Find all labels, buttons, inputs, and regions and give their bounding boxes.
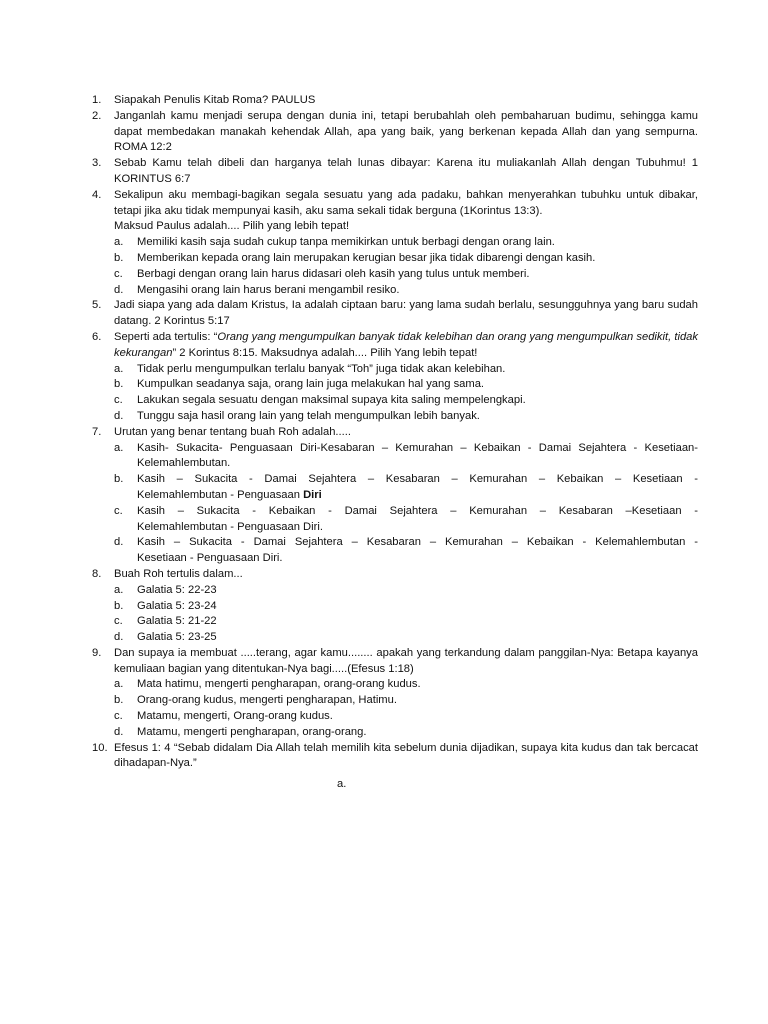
option-text: Matamu, mengerti pengharapan, orang-orang. [137, 725, 367, 738]
option-text: Galatia 5: 23-24 [137, 599, 217, 612]
trailing-option-letter: a. [337, 778, 347, 790]
option-letter: d. [114, 536, 124, 549]
option-letter: c. [114, 267, 123, 280]
option-text [137, 441, 698, 473]
question-3 [92, 156, 698, 188]
question-text: Jadi siapa yang ada dalam Kristus, Ia adalah ciptaan baru: yang lama sudah berlalu, sesungguhnya yang baru sudah datang. 2 Korintus 5:17 [114, 299, 698, 328]
option-text-line: Kesetiaan - Penguasaan Diri. [137, 552, 283, 565]
scripture-quote: Orang yang mengumpulkan banyak tidak kelebihan dan orang yang mengumpulkan sedikit, tidak kekurangan [114, 330, 699, 359]
answer-option-a [114, 583, 698, 599]
question-2 [92, 109, 698, 156]
option-text-line: Kelemahlembutan - Penguasaan Diri. [137, 520, 323, 533]
option-text-line-prefix: Kelemahlembutan - Penguasaan [137, 488, 304, 501]
option-letter: a. [114, 236, 124, 249]
question-text: Janganlah kamu menjadi serupa dengan dunia ini, tetapi berubahlah oleh pembaharuan budimu, sehingga kamu dapat membedakan manakah kehendak Allah, apa yang baik, yang berkenan kepada Allah dan yang sempurna. ROMA 12:2 [114, 109, 698, 154]
question-7 [92, 425, 698, 567]
answer-option-b [114, 251, 698, 267]
option-text: Lakukan segala sesuatu dengan maksimal supaya kita saling mempelengkapi. [137, 394, 526, 407]
question-text: Urutan yang benar tentang buah Roh adalah..... [114, 425, 351, 438]
question-text: Sekalipun aku membagi-bagikan segala sesuatu yang ada padaku, bahkan menyerahkan tubuhku untuk dibakar, tetapi jika aku tidak mempunyai kasih, aku sama sekali tidak berguna (1Korintus 13:3). [114, 188, 698, 217]
answer-option-a [114, 677, 698, 693]
question-number: 3. [92, 157, 102, 170]
option-letter: c. [114, 504, 123, 517]
question-text [114, 330, 698, 362]
answer-option-a [114, 362, 698, 378]
answer-option-d [114, 283, 698, 299]
question-text-prefix: Seperti ada tertulis: “ [114, 330, 218, 343]
question-text-suffix: ” 2 Korintus 8:15. Maksudnya adalah.... Pilih Yang lebih tepat! [172, 346, 478, 359]
answer-option-d [114, 409, 698, 425]
question-list [92, 93, 698, 772]
question-4 [92, 188, 698, 299]
answer-option-d [114, 630, 698, 646]
answer-option-b [114, 377, 698, 393]
answer-option-c [114, 614, 698, 630]
option-text: Tidak perlu mengumpulkan terlalu banyak “Toh” juga tidak akan kelebihan. [137, 362, 506, 375]
answer-option-c [114, 504, 698, 536]
option-text-line: Kasih – Sukacita - Damai Sejahtera – Kesabaran – Kemurahan – Kebaikan – Kesetiaan - [137, 473, 698, 486]
option-text: Kumpulkan seadanya saja, orang lain juga melakukan hal yang sama. [137, 378, 485, 391]
option-text: Berbagi dengan orang lain harus didasari oleh kasih yang tulus untuk memberi. [137, 267, 530, 280]
option-text: Mengasihi orang lain harus berani mengambil resiko. [137, 283, 400, 296]
question-9 [92, 646, 698, 741]
option-text-line: Kelemahlembutan. [137, 457, 231, 470]
question-number: 7. [92, 425, 102, 438]
question-6 [92, 330, 698, 425]
option-text: Matamu, mengerti, Orang-orang kudus. [137, 710, 333, 723]
question-text: Dan supaya ia membuat .....terang, agar kamu........ apakah yang terkandung dalam panggilan-Nya: Betapa kayanya kemuliaan bagian yang ditentukan-Nya bagi.....(Efesus 1:18) [114, 646, 698, 675]
answer-option-b [114, 693, 698, 709]
option-text [137, 535, 698, 567]
question-text: Sebab Kamu telah dibeli dan harganya telah lunas dibayar: Karena itu muliakanlah Allah dengan Tubuhmu! 1 KORINTUS 6:7 [114, 157, 698, 185]
question-text: Siapakah Penulis Kitab Roma? PAULUS [114, 94, 316, 106]
option-letter: a. [114, 678, 124, 691]
option-text-line: Kasih – Sukacita - Damai Sejahtera – Kesabaran – Kemurahan – Kebaikan - Kelemahlembutan - [137, 536, 698, 549]
option-text [137, 504, 698, 536]
answer-option-c [114, 709, 698, 725]
answer-option-d [114, 535, 698, 567]
option-text-bold: Diri [303, 488, 322, 501]
option-text: Orang-orang kudus, mengerti pengharapan, Hatimu. [137, 694, 397, 707]
option-letter: c. [114, 615, 123, 628]
question-5 [92, 298, 698, 330]
option-text-line [137, 488, 698, 504]
option-letter: c. [114, 710, 123, 723]
question-8 [92, 567, 698, 646]
option-letter: a. [114, 362, 124, 375]
option-letter: b. [114, 251, 124, 264]
answer-option-d [114, 725, 698, 741]
question-1 [92, 93, 698, 109]
answer-option-c [114, 267, 698, 283]
option-letter: d. [114, 283, 124, 296]
question-instruction: Maksud Paulus adalah.... Pilih yang lebih tepat! [114, 220, 350, 233]
question-text: Efesus 1: 4 “Sebab didalam Dia Allah telah memilih kita sebelum dunia dijadikan, supaya kita kudus dan tak bercacat dihadapan-Nya.” [114, 741, 698, 770]
option-letter: b. [114, 694, 124, 707]
option-letter: c. [114, 394, 123, 407]
question-number: 8. [92, 567, 102, 580]
option-letter: b. [114, 473, 124, 486]
question-number: 1. [92, 94, 102, 106]
option-letter: b. [114, 599, 124, 612]
option-text: Memiliki kasih saja sudah cukup tanpa memikirkan untuk berbagi dengan orang lain. [137, 236, 555, 249]
option-text: Tunggu saja hasil orang lain yang telah mengumpulkan lebih banyak. [137, 409, 480, 422]
option-letter: d. [114, 631, 124, 644]
question-number: 9. [92, 646, 102, 659]
option-text [137, 472, 698, 504]
option-letter: b. [114, 378, 124, 391]
option-letter: d. [114, 409, 124, 422]
option-text-line: Kasih- Sukacita- Penguasaan Diri-Kesabaran – Kemurahan – Kebaikan - Damai Sejahtera - Kesetiaan- [137, 441, 698, 454]
question-number: 5. [92, 299, 102, 312]
option-text: Galatia 5: 23-25 [137, 631, 217, 644]
option-text: Mata hatimu, mengerti pengharapan, orang-orang kudus. [137, 678, 421, 691]
question-number: 6. [92, 330, 102, 343]
option-letter: a. [114, 583, 124, 596]
question-number: 2. [92, 109, 102, 122]
option-text-line: Kasih – Sukacita - Kebaikan - Damai Sejahtera – Kemurahan – Kesabaran –Kesetiaan - [137, 504, 698, 517]
answer-option-b [114, 472, 698, 504]
answer-option-c [114, 393, 698, 409]
option-letter: a. [114, 441, 124, 454]
question-number: 10. [92, 741, 108, 754]
answer-option-b [114, 599, 698, 615]
answer-option-a [114, 441, 698, 473]
option-text: Galatia 5: 21-22 [137, 615, 217, 628]
question-number: 4. [92, 188, 102, 201]
option-text: Memberikan kepada orang lain merupakan kerugian besar jika tidak dibarengi dengan kasih. [137, 251, 596, 264]
option-text: Galatia 5: 22-23 [137, 583, 217, 596]
question-text: Buah Roh tertulis dalam... [114, 567, 243, 580]
answer-option-a [114, 235, 698, 251]
question-10 [92, 741, 698, 773]
option-letter: d. [114, 725, 124, 738]
